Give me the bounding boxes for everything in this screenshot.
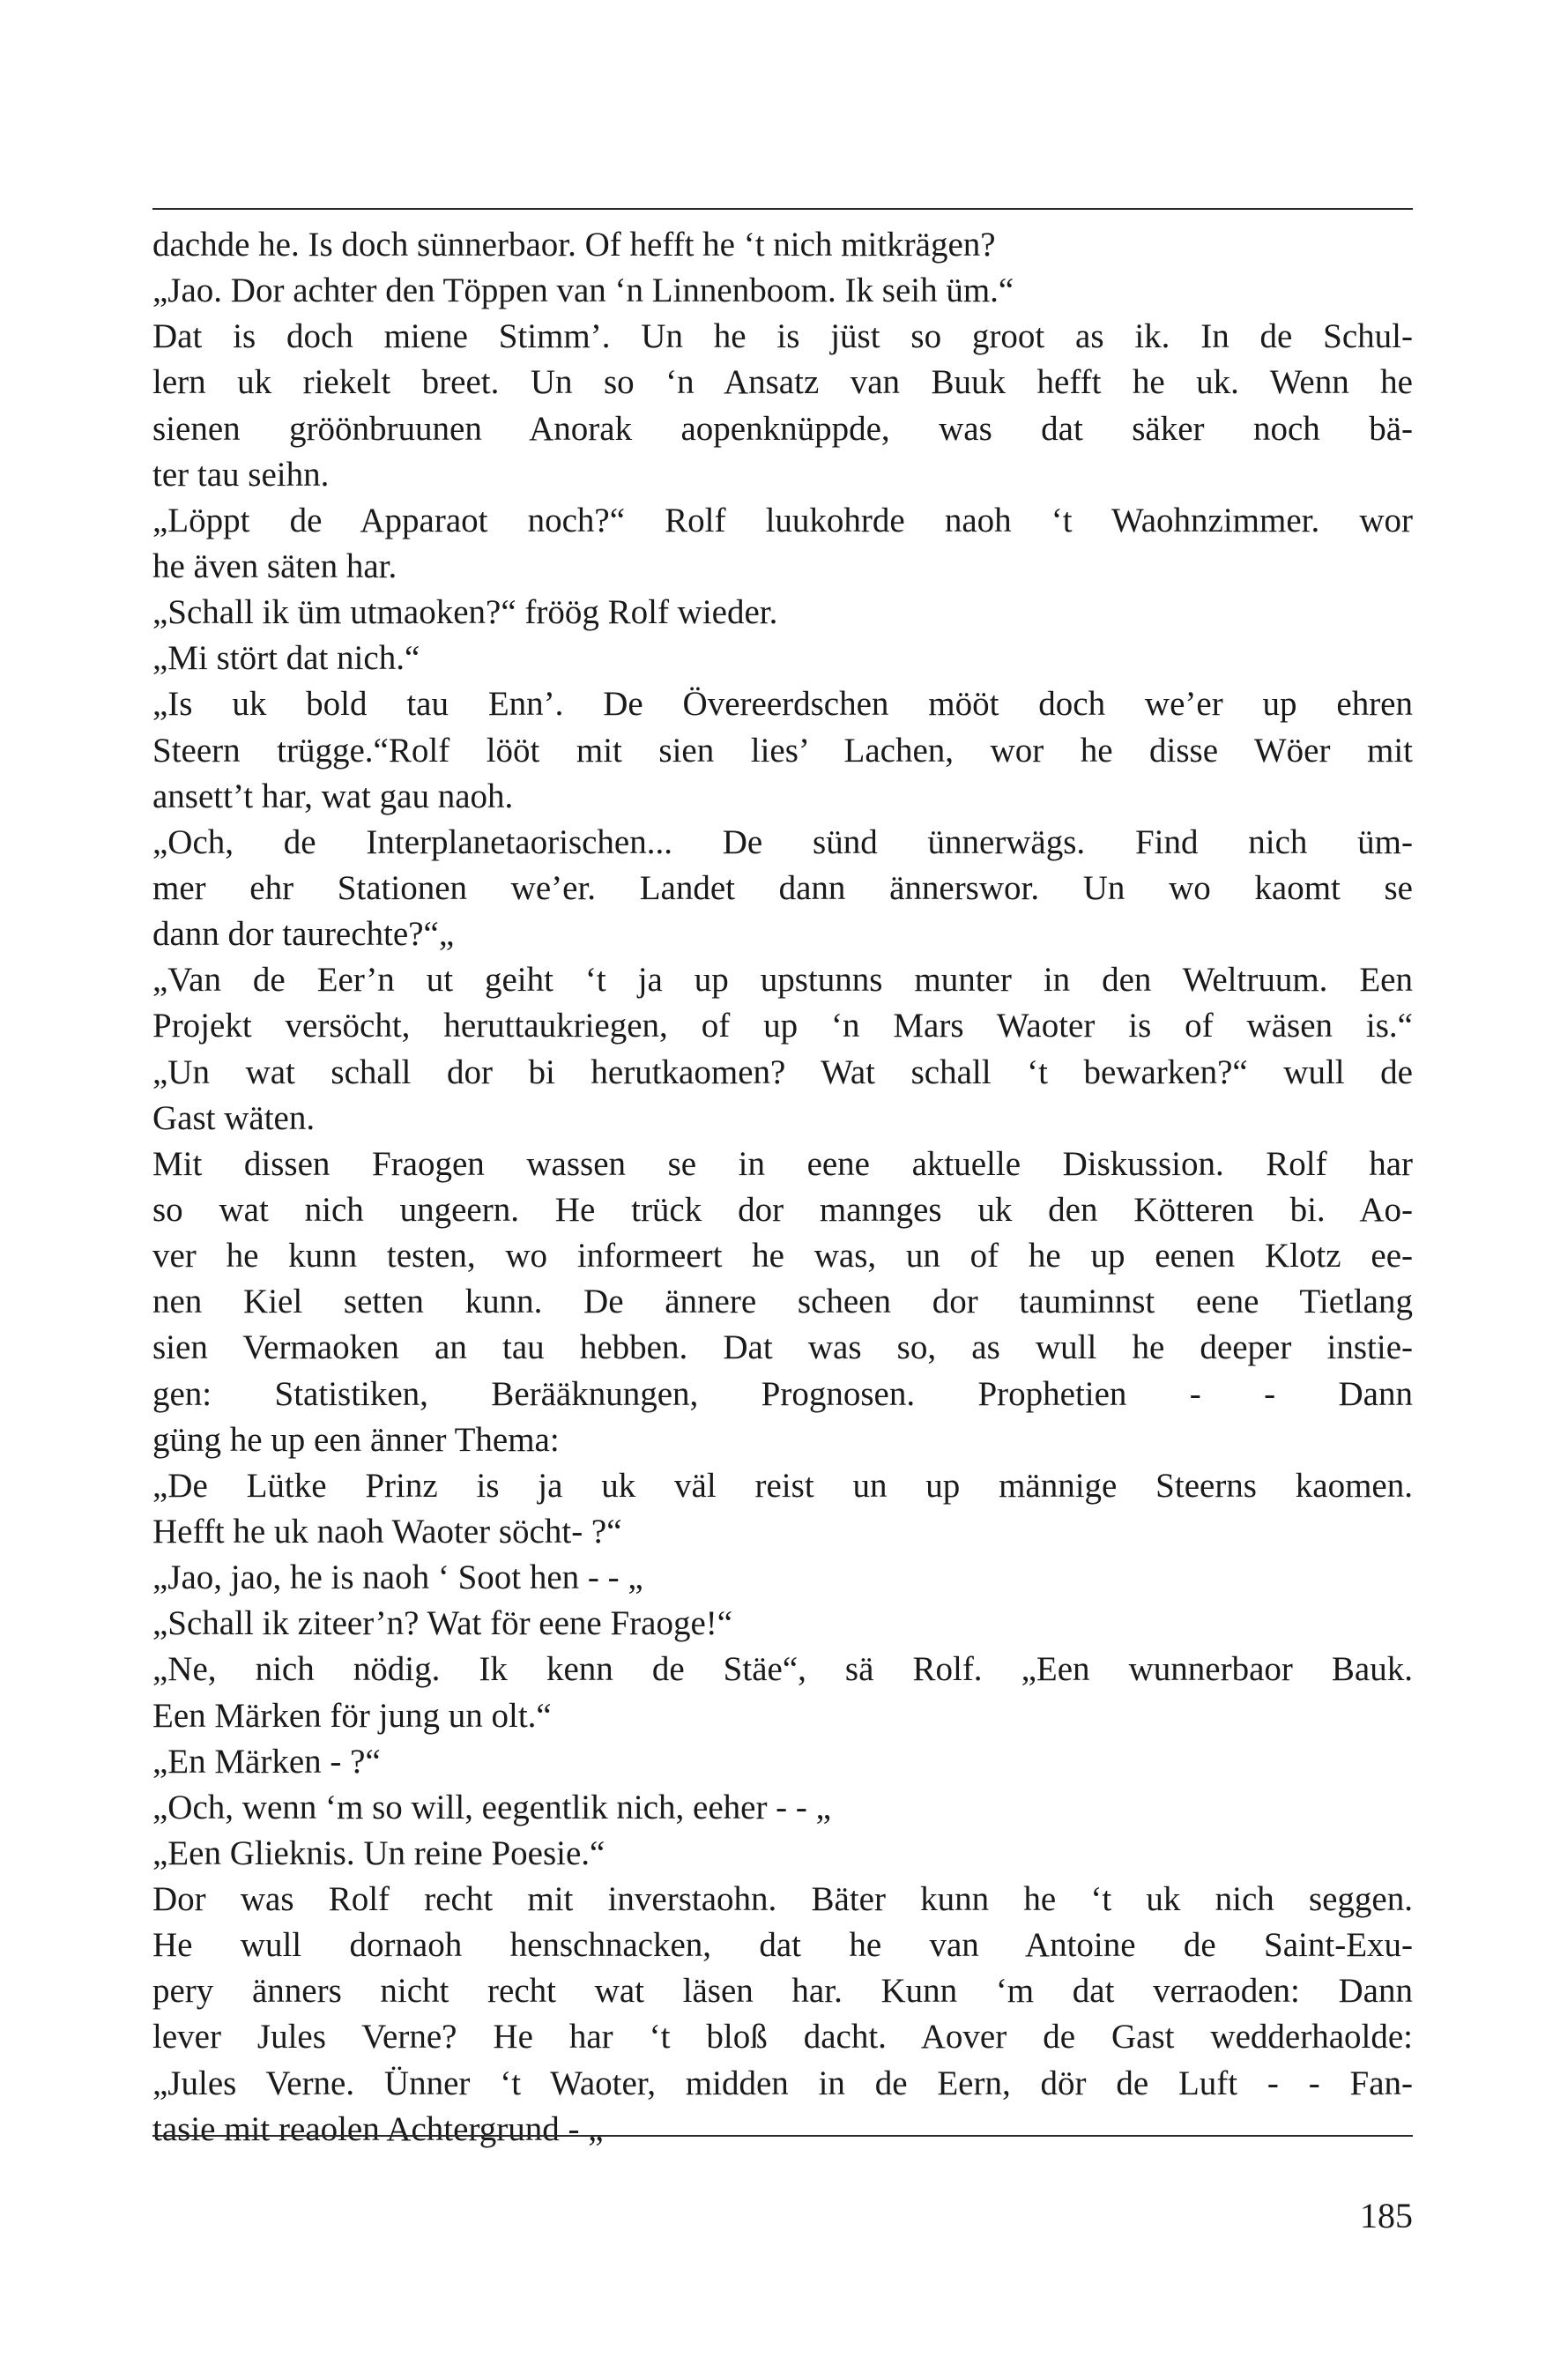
text-line: „En Märken - ?“ xyxy=(152,1742,381,1781)
text-line: ansett’t har, wat gau naoh. xyxy=(152,777,514,815)
text-line: lern uk riekelt breet. Un so ‘n Ansatz van Buuk hefft he uk. Wenn he xyxy=(152,363,1413,402)
text-line: dann dor taurechte?“„ xyxy=(152,915,455,954)
text-line: Steern trügge.“Rolf lööt mit sien lies’ Lachen, wor he disse Wöer mit xyxy=(152,731,1413,770)
bottom-rule xyxy=(152,2135,1413,2137)
text-line: Projekt versöcht, heruttaukriegen, of up ‘n Mars Waoter is of wäsen is.“ xyxy=(152,1007,1413,1045)
text-line: Hefft he uk naoh Waoter söcht- ?“ xyxy=(152,1512,622,1551)
text-line: „De Lütke Prinz is ja uk väl reist un up männige Steerns kaomen. xyxy=(152,1466,1413,1505)
text-line: He wull dornaoh henschnacken, dat he van Antoine de Saint-Exu- xyxy=(152,1926,1413,1965)
text-line: „Jao. Dor achter den Töppen van ‘n Linnenboom. Ik seih üm.“ xyxy=(152,271,1014,310)
text-line: tasie mit reaolen Achtergrund - „ xyxy=(152,2109,604,2148)
text-line: „Van de Eer’n ut geiht ‘t ja up upstunns munter in den Weltruum. Een xyxy=(152,961,1413,1000)
text-line: „Un wat schall dor bi herutkaomen? Wat schall ‘t bewarken?“ wull de xyxy=(152,1052,1413,1091)
text-line: „Och, de Interplanetaorischen... De sünd ünnerwägs. Find nich üm- xyxy=(152,822,1413,861)
text-line: so wat nich ungeern. He trück dor mannges uk den Kötteren bi. Ao- xyxy=(152,1190,1413,1229)
text-line: sienen gröönbruunen Anorak aopenknüppde, was dat säker noch bä- xyxy=(152,409,1413,448)
text-line: dachde he. Is doch sünnerbaor. Of hefft he ‘t nich mitkrägen? xyxy=(152,226,996,264)
top-rule xyxy=(152,208,1413,210)
text-line: güng he up een änner Thema: xyxy=(152,1420,560,1459)
text-line: „Jules Verne. Ünner ‘t Waoter, midden in de Eern, dör de Luft - - Fan- xyxy=(152,2064,1413,2102)
text-line: ter tau seihn. xyxy=(152,455,330,494)
text-line: Dor was Rolf recht mit inverstaohn. Bäter kunn he ‘t uk nich seggen. xyxy=(152,1880,1413,1919)
text-line: Mit dissen Fraogen wassen se in eene aktuelle Diskussion. Rolf har xyxy=(152,1144,1413,1183)
text-line: „Mi stört dat nich.“ xyxy=(152,639,420,678)
text-line: Gast wäten. xyxy=(152,1098,316,1137)
text-line: „Schall ik ziteer’n? Wat för eene Fraoge!“ xyxy=(152,1604,733,1643)
text-line: „Jao, jao, he is naoh ‘ Soot hen - - „ xyxy=(152,1558,643,1597)
text-line: „Een Glieknis. Un reine Poesie.“ xyxy=(152,1833,605,1872)
text-line: „Is uk bold tau Enn’. De Övereerdschen mööt doch we’er up ehren xyxy=(152,685,1413,724)
text-line: he även säten har. xyxy=(152,547,397,585)
text-line: gen: Statistiken, Berääknungen, Prognosen. Prophetien - - Dann xyxy=(152,1374,1413,1413)
text-line: sien Vermaoken an tau hebben. Dat was so, as wull he deeper instie- xyxy=(152,1328,1413,1367)
text-line: mer ehr Stationen we’er. Landet dann ännerswor. Un wo kaomt se xyxy=(152,868,1413,907)
text-line: Een Märken för jung un olt.“ xyxy=(152,1696,552,1735)
text-line: ver he kunn testen, wo informeert he was, un of he up eenen Klotz ee- xyxy=(152,1237,1413,1276)
text-line: „Löppt de Apparaot noch?“ Rolf luukohrde naoh ‘t Waohnzimmer. wor xyxy=(152,501,1413,539)
text-line: lever Jules Verne? He har ‘t bloß dacht. Aover de Gast wedderhaolde: xyxy=(152,2018,1413,2056)
text-line: „Och, wenn ‘m so will, eegentlik nich, eeher - - „ xyxy=(152,1788,831,1826)
text-line: nen Kiel setten kunn. De ännere scheen dor tauminnst eene Tietlang xyxy=(152,1283,1413,1321)
text-line: „Ne, nich nödig. Ik kenn de Stäe“, sä Rolf. „Een wunnerbaor Bauk. xyxy=(152,1650,1413,1689)
text-line: „Schall ik üm utmaoken?“ fröög Rolf wieder. xyxy=(152,593,778,632)
text-line: Dat is doch miene Stimm’. Un he is jüst so groot as ik. In de Schul- xyxy=(152,317,1413,356)
body-text xyxy=(152,222,1413,2153)
text-line: pery änners nicht recht wat läsen har. Kunn ‘m dat verraoden: Dann xyxy=(152,1972,1413,2011)
page-number: 185 xyxy=(1360,2196,1413,2235)
